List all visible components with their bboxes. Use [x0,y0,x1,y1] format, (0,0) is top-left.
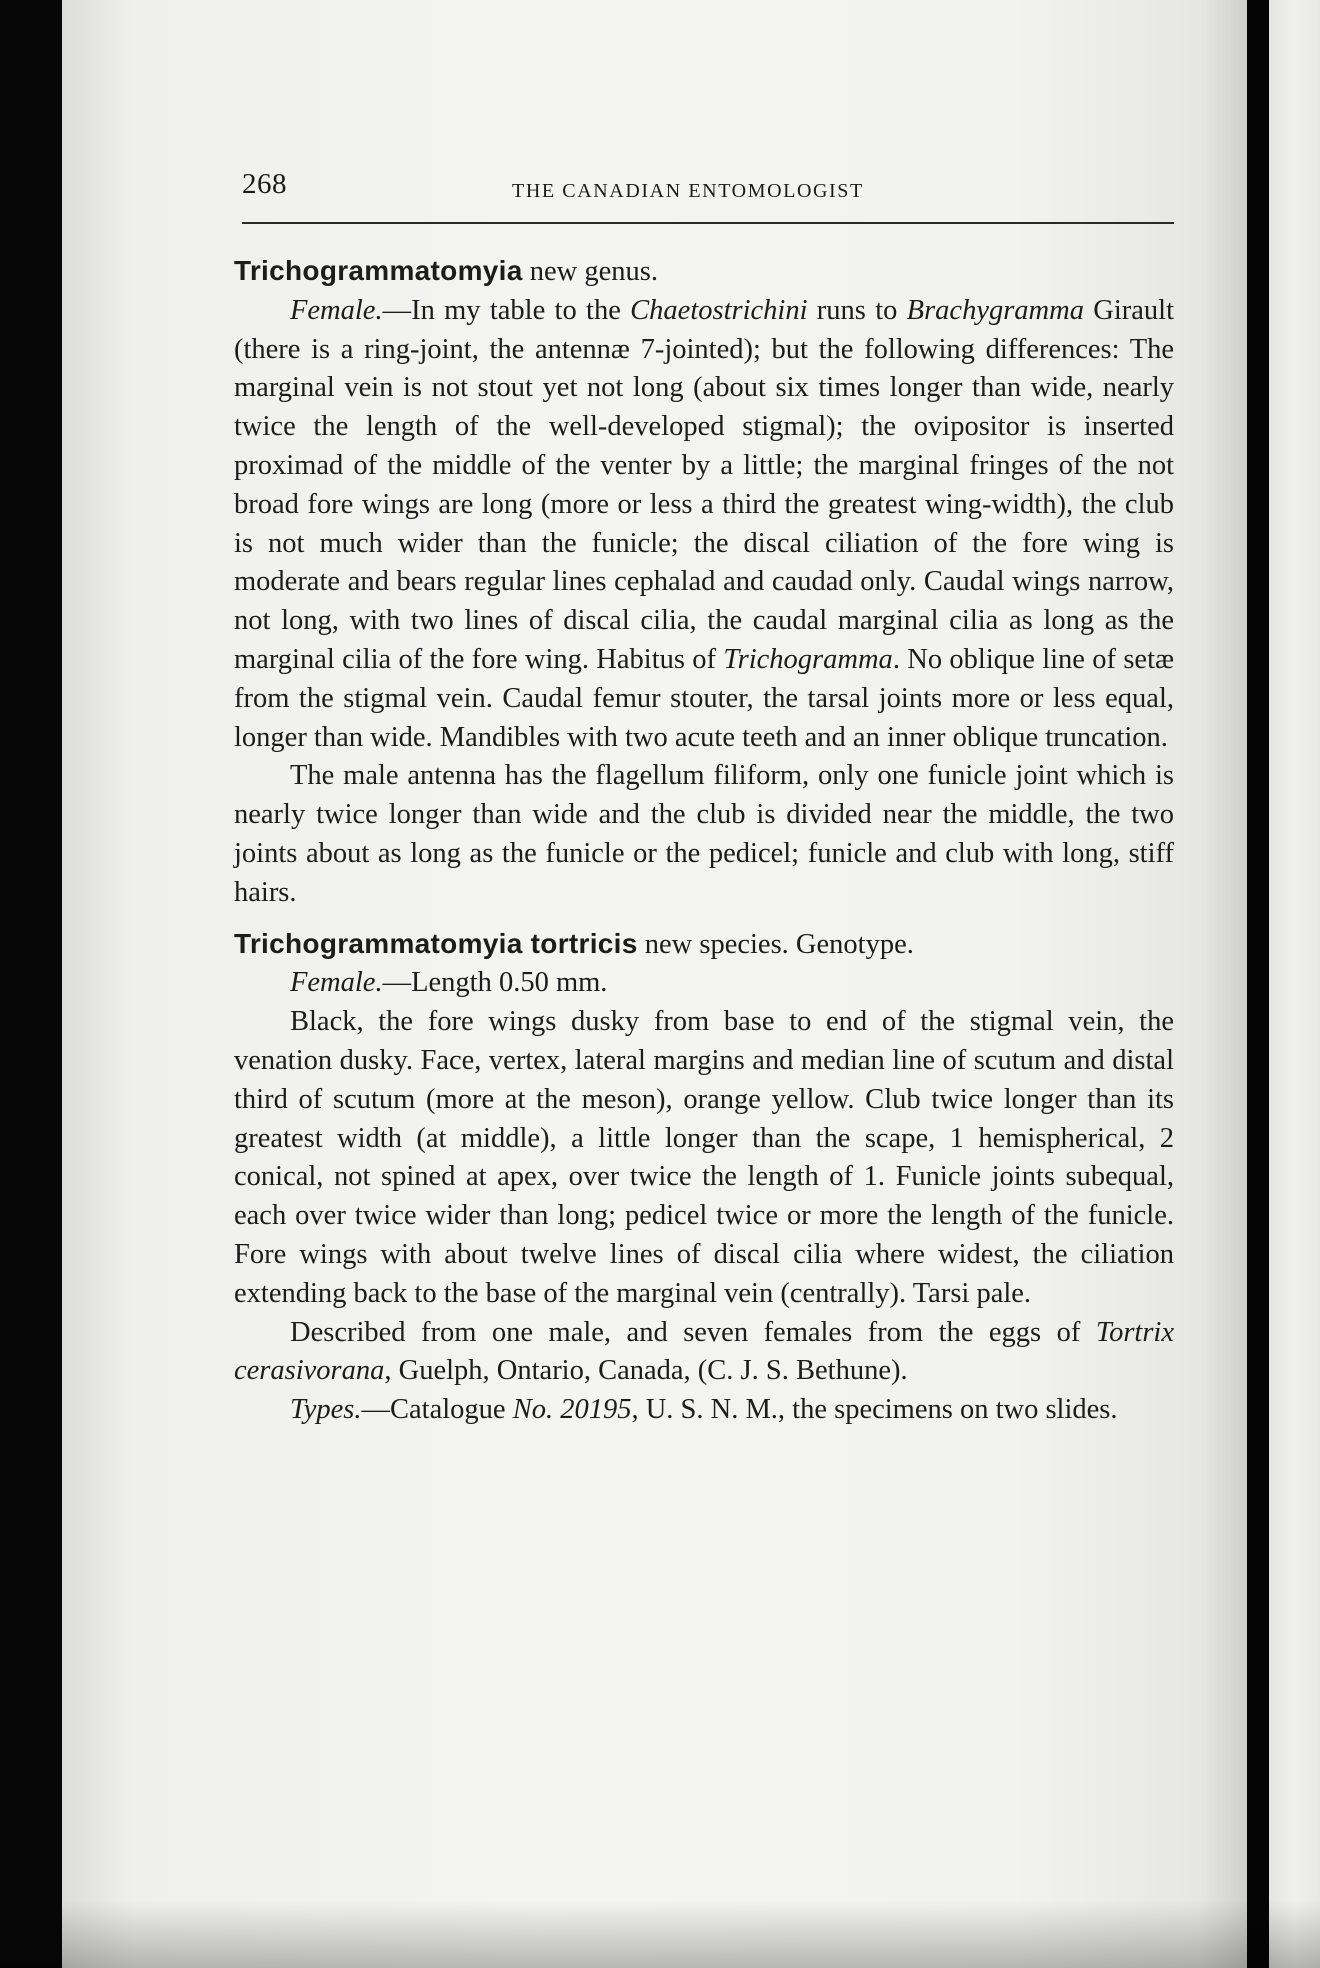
female-label: Female. [290,294,383,326]
catalogue-number: No. 20195 [512,1394,632,1426]
text-run: —In my table to the [382,294,631,326]
text-run: Girault (there is a ring-joint, the antennæ 7-jointed); but the following differences: The marginal vein is not stout yet not long (about six times longer than wide, nearly twice the length of the well-developed stigmal); the ovipositor is inserted proximad of the middle of the venter by a little; the marginal fringes of the not broad fore wings are long (more or less a third the greatest wing-width), the club is not much wider than the funicle; the discal ciliation of the fore wing is moderate and bears regular lines cephalad and caudad only. Caudal wings narrow, not long, with two lines of discal cilia, the caudal marginal cilia as long as the marginal cilia of the fore wing. Habitus of [234,294,1175,675]
text-run: , Guelph, Ontario, Canada, (C. J. S. Bethune). [384,1355,908,1387]
page-number: 268 [242,168,287,200]
host-species-name: Tortrix cerasivorana [234,1316,1174,1387]
species-suffix: new species. Genotype. [637,928,914,960]
types-label: Types. [290,1394,362,1426]
text-run: —Length 0.50 mm. [382,967,608,999]
habitus-genus-name: Trichogramma [723,643,893,675]
genus-name: Trichogrammatomyia [234,255,523,286]
compare-genus-name: Brachygramma [906,294,1084,326]
genus-male-paragraph: The male antenna has the flagellum filiform, only one funicle joint which is nearly twice longer than wide and the club is divided near the middle, the two joints about as long as the funicle or the pedicel; funicle and club with long, stiff hairs. [234,760,1174,908]
page-header [240,168,1175,218]
facing-page-edge [1269,0,1320,1968]
species-female-line [234,964,1174,1003]
female-label: Female. [290,967,383,999]
genus-female-paragraph [234,292,1174,758]
genus-suffix: new genus. [522,256,658,287]
text-run: runs to [807,294,907,326]
article-body [234,252,1174,1430]
text-run: Described from one male, and seven females from the eggs of [290,1316,1096,1348]
types-paragraph [234,1391,1174,1430]
text-run: , U. S. N. M., the specimens on two slides. [631,1394,1118,1426]
genus-heading [234,252,1174,292]
header-rule [242,222,1174,224]
species-heading [234,925,1174,965]
left-dark-margin [0,0,70,1968]
tribe-name: Chaetostrichini [630,294,808,326]
species-description-paragraph: Black, the fore wings dusky from base to end of the stigmal vein, the venation dusky. Face, vertex, lateral margins and median line of scutum and distal third of scutum (more at the meson), orange yellow. Club twice longer than its greatest width (at middle), a little longer than the scape, 1 hemispherical, 2 conical, not spined at apex, over twice the length of 1. Funicle joints subequal, each over twice wider than long; pedicel twice or more the length of the funicle. Fore wings with about twelve lines of discal cilia where widest, the ciliation extending back to the base of the marginal vein (centrally). Tarsi pale. [234,1006,1174,1309]
bottom-shadow [0,1900,1320,1968]
running-head: THE CANADIAN ENTOMOLOGIST [512,180,864,202]
text-run: —Catalogue [361,1394,513,1426]
book-spine [1247,0,1269,1968]
species-name: Trichogrammatomyia tortricis [234,927,638,959]
described-from-paragraph [234,1314,1174,1392]
text-run: . No oblique line of setæ from the stigmal vein. Caudal femur stouter, the tarsal joints more or less equal, longer than wide. Mandibles with two acute teeth and an inner oblique truncation. [234,643,1174,753]
